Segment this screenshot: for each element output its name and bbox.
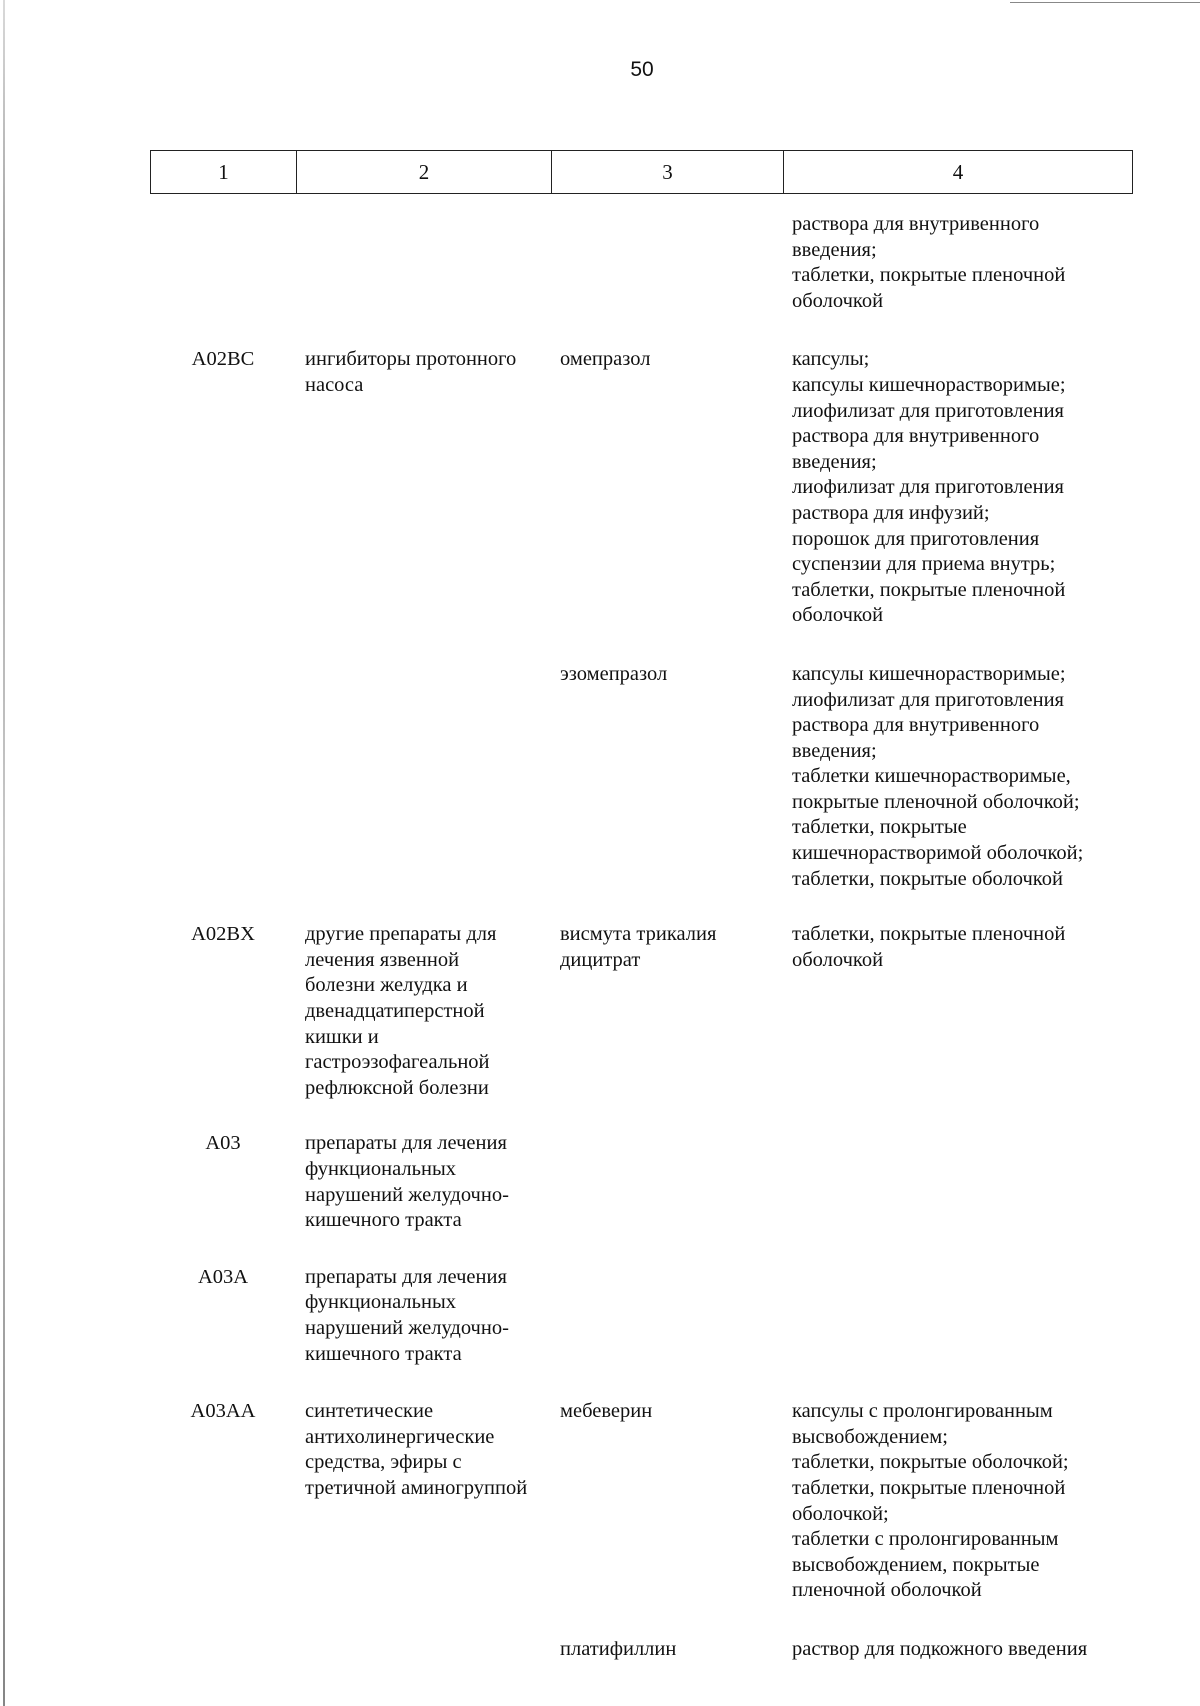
- atc-group-name-line: кишки и: [305, 1025, 379, 1048]
- atc-code: A03: [205, 1132, 241, 1155]
- dosage-forms: [783, 347, 1150, 629]
- dosage-forms-line: лиофилизат для приготовления: [792, 399, 1064, 422]
- atc-group-name-line: препараты для лечения: [305, 1265, 507, 1288]
- atc-group-name-line: нарушений желудочно-: [305, 1183, 509, 1206]
- scan-edge-left: [3, 0, 5, 1706]
- atc-group-name: [296, 1399, 551, 1501]
- atc-group-name-line: функциональных: [305, 1291, 456, 1314]
- table-row: [150, 662, 1150, 892]
- dosage-forms-line: таблетки кишечнорастворимые,: [792, 765, 1071, 788]
- dosage-forms-line: раствор для подкожного введения: [792, 1637, 1088, 1660]
- atc-group-name-line: болезни желудка и: [305, 974, 468, 997]
- dosage-forms-line: оболочкой: [792, 289, 884, 312]
- scan-edge-top: [1010, 2, 1200, 3]
- dosage-forms-line: лиофилизат для приготовления: [792, 688, 1064, 711]
- dosage-forms-line: таблетки, покрытые пленочной: [792, 1476, 1066, 1499]
- dosage-forms-line: оболочкой: [792, 604, 884, 627]
- drug-name: [551, 662, 783, 688]
- table-row: [150, 1637, 1150, 1663]
- atc-code: A03AA: [190, 1400, 256, 1423]
- dosage-forms-line: раствора для инфузий;: [792, 501, 990, 524]
- atc-code: A02BX: [191, 923, 255, 946]
- page-number: 50: [630, 58, 654, 81]
- drug-name-line: дицитрат: [560, 948, 641, 971]
- atc-group-name-line: насоса: [305, 373, 364, 396]
- dosage-forms-line: капсулы с пролонгированным: [792, 1400, 1053, 1423]
- drug-name-line: мебеверин: [560, 1400, 653, 1423]
- atc-group-name-line: препараты для лечения: [305, 1132, 507, 1155]
- table-body: [150, 212, 1150, 1663]
- header-col-1: 1: [151, 151, 297, 193]
- dosage-forms-line: суспензии для приема внутрь;: [792, 553, 1056, 576]
- dosage-forms-line: покрытые пленочной оболочкой;: [792, 790, 1080, 813]
- atc-group-name: [296, 1265, 551, 1367]
- dosage-forms-line: пленочной оболочкой: [792, 1579, 982, 1602]
- dosage-forms-line: оболочкой: [792, 948, 884, 971]
- dosage-forms-line: высвобождением;: [792, 1425, 948, 1448]
- atc-group-name-line: ингибиторы протонного: [305, 348, 517, 371]
- dosage-forms: [783, 212, 1150, 314]
- table-row: [150, 1399, 1150, 1604]
- atc-group-name-line: кишечного тракта: [305, 1209, 462, 1232]
- header-col-2: 2: [297, 151, 552, 193]
- dosage-forms-line: таблетки, покрытые оболочкой: [792, 867, 1063, 890]
- drug-name-line: платифиллин: [560, 1637, 677, 1660]
- atc-code: A03A: [197, 1265, 249, 1288]
- atc-group-name-line: функциональных: [305, 1158, 456, 1180]
- dosage-forms-line: таблетки, покрытые пленочной: [792, 923, 1066, 946]
- dosage-forms-line: оболочкой;: [792, 1502, 889, 1525]
- atc-group-name: [296, 347, 551, 398]
- table-row: [150, 347, 1150, 629]
- drug-name: [551, 347, 783, 373]
- dosage-forms: [783, 1637, 1150, 1663]
- dosage-forms-line: введения;: [792, 450, 877, 473]
- atc-group-name-line: третичной аминогруппой: [305, 1476, 528, 1499]
- atc-group-name-line: нарушений желудочно-: [305, 1316, 509, 1339]
- dosage-forms-line: раствора для внутривенного: [792, 714, 1040, 737]
- table-row: [150, 922, 1150, 1101]
- dosage-forms-line: введения;: [792, 238, 877, 261]
- dosage-forms-line: кишечнорастворимой оболочкой;: [792, 842, 1084, 865]
- atc-code: A02BC: [191, 348, 255, 371]
- dosage-forms-line: порошок для приготовления: [792, 527, 1040, 550]
- dosage-forms: [783, 922, 1150, 973]
- atc-group-name: [296, 922, 551, 1101]
- header-col-4: 4: [952, 159, 964, 184]
- atc-group-name-line: лечения язвенной: [305, 948, 460, 971]
- drug-name: [551, 1637, 783, 1663]
- drug-name: [551, 1399, 783, 1425]
- dosage-forms-line: лиофилизат для приготовления: [792, 476, 1064, 499]
- dosage-forms: [783, 662, 1150, 892]
- atc-group-name-line: гастроэзофагеальной: [305, 1051, 490, 1074]
- dosage-forms-line: раствора для внутривенного: [792, 425, 1040, 448]
- dosage-forms-line: таблетки, покрытые: [792, 816, 967, 839]
- dosage-forms-line: капсулы;: [792, 348, 870, 371]
- atc-group-name-line: антихолинергические: [305, 1425, 495, 1448]
- header-col-3: 3: [552, 151, 784, 193]
- atc-group-name-line: другие препараты для: [305, 923, 497, 946]
- atc-group-name-line: двенадцатиперстной: [305, 1000, 485, 1023]
- drug-name: [551, 922, 783, 973]
- dosage-forms: [783, 1399, 1150, 1604]
- table-row: [150, 212, 1150, 314]
- dosage-forms-line: введения;: [792, 739, 877, 762]
- table-row: [150, 1131, 1150, 1233]
- atc-group-name-line: рефлюксной болезни: [305, 1076, 489, 1099]
- dosage-forms-line: таблетки с пролонгированным: [792, 1528, 1059, 1551]
- dosage-forms-line: таблетки, покрытые пленочной: [792, 264, 1066, 287]
- drug-name-line: омепразол: [560, 348, 651, 371]
- drug-name-line: висмута трикалия: [560, 923, 717, 946]
- atc-group-name-line: средства, эфиры с: [305, 1451, 462, 1474]
- dosage-forms-line: капсулы кишечнорастворимые;: [792, 662, 1066, 685]
- dosage-forms-line: капсулы кишечнорастворимые;: [792, 373, 1066, 396]
- dosage-forms-line: раствора для внутривенного: [792, 213, 1040, 235]
- atc-group-name-line: кишечного тракта: [305, 1342, 462, 1365]
- dosage-forms-line: таблетки, покрытые оболочкой;: [792, 1451, 1069, 1474]
- table-header: [150, 150, 1133, 194]
- dosage-forms-line: высвобождением, покрытые: [792, 1553, 1040, 1576]
- table-row: [150, 1265, 1150, 1367]
- dosage-forms-line: таблетки, покрытые пленочной: [792, 578, 1066, 601]
- drug-name-line: эзомепразол: [560, 662, 668, 685]
- atc-group-name-line: синтетические: [305, 1400, 434, 1423]
- atc-group-name: [296, 1131, 551, 1233]
